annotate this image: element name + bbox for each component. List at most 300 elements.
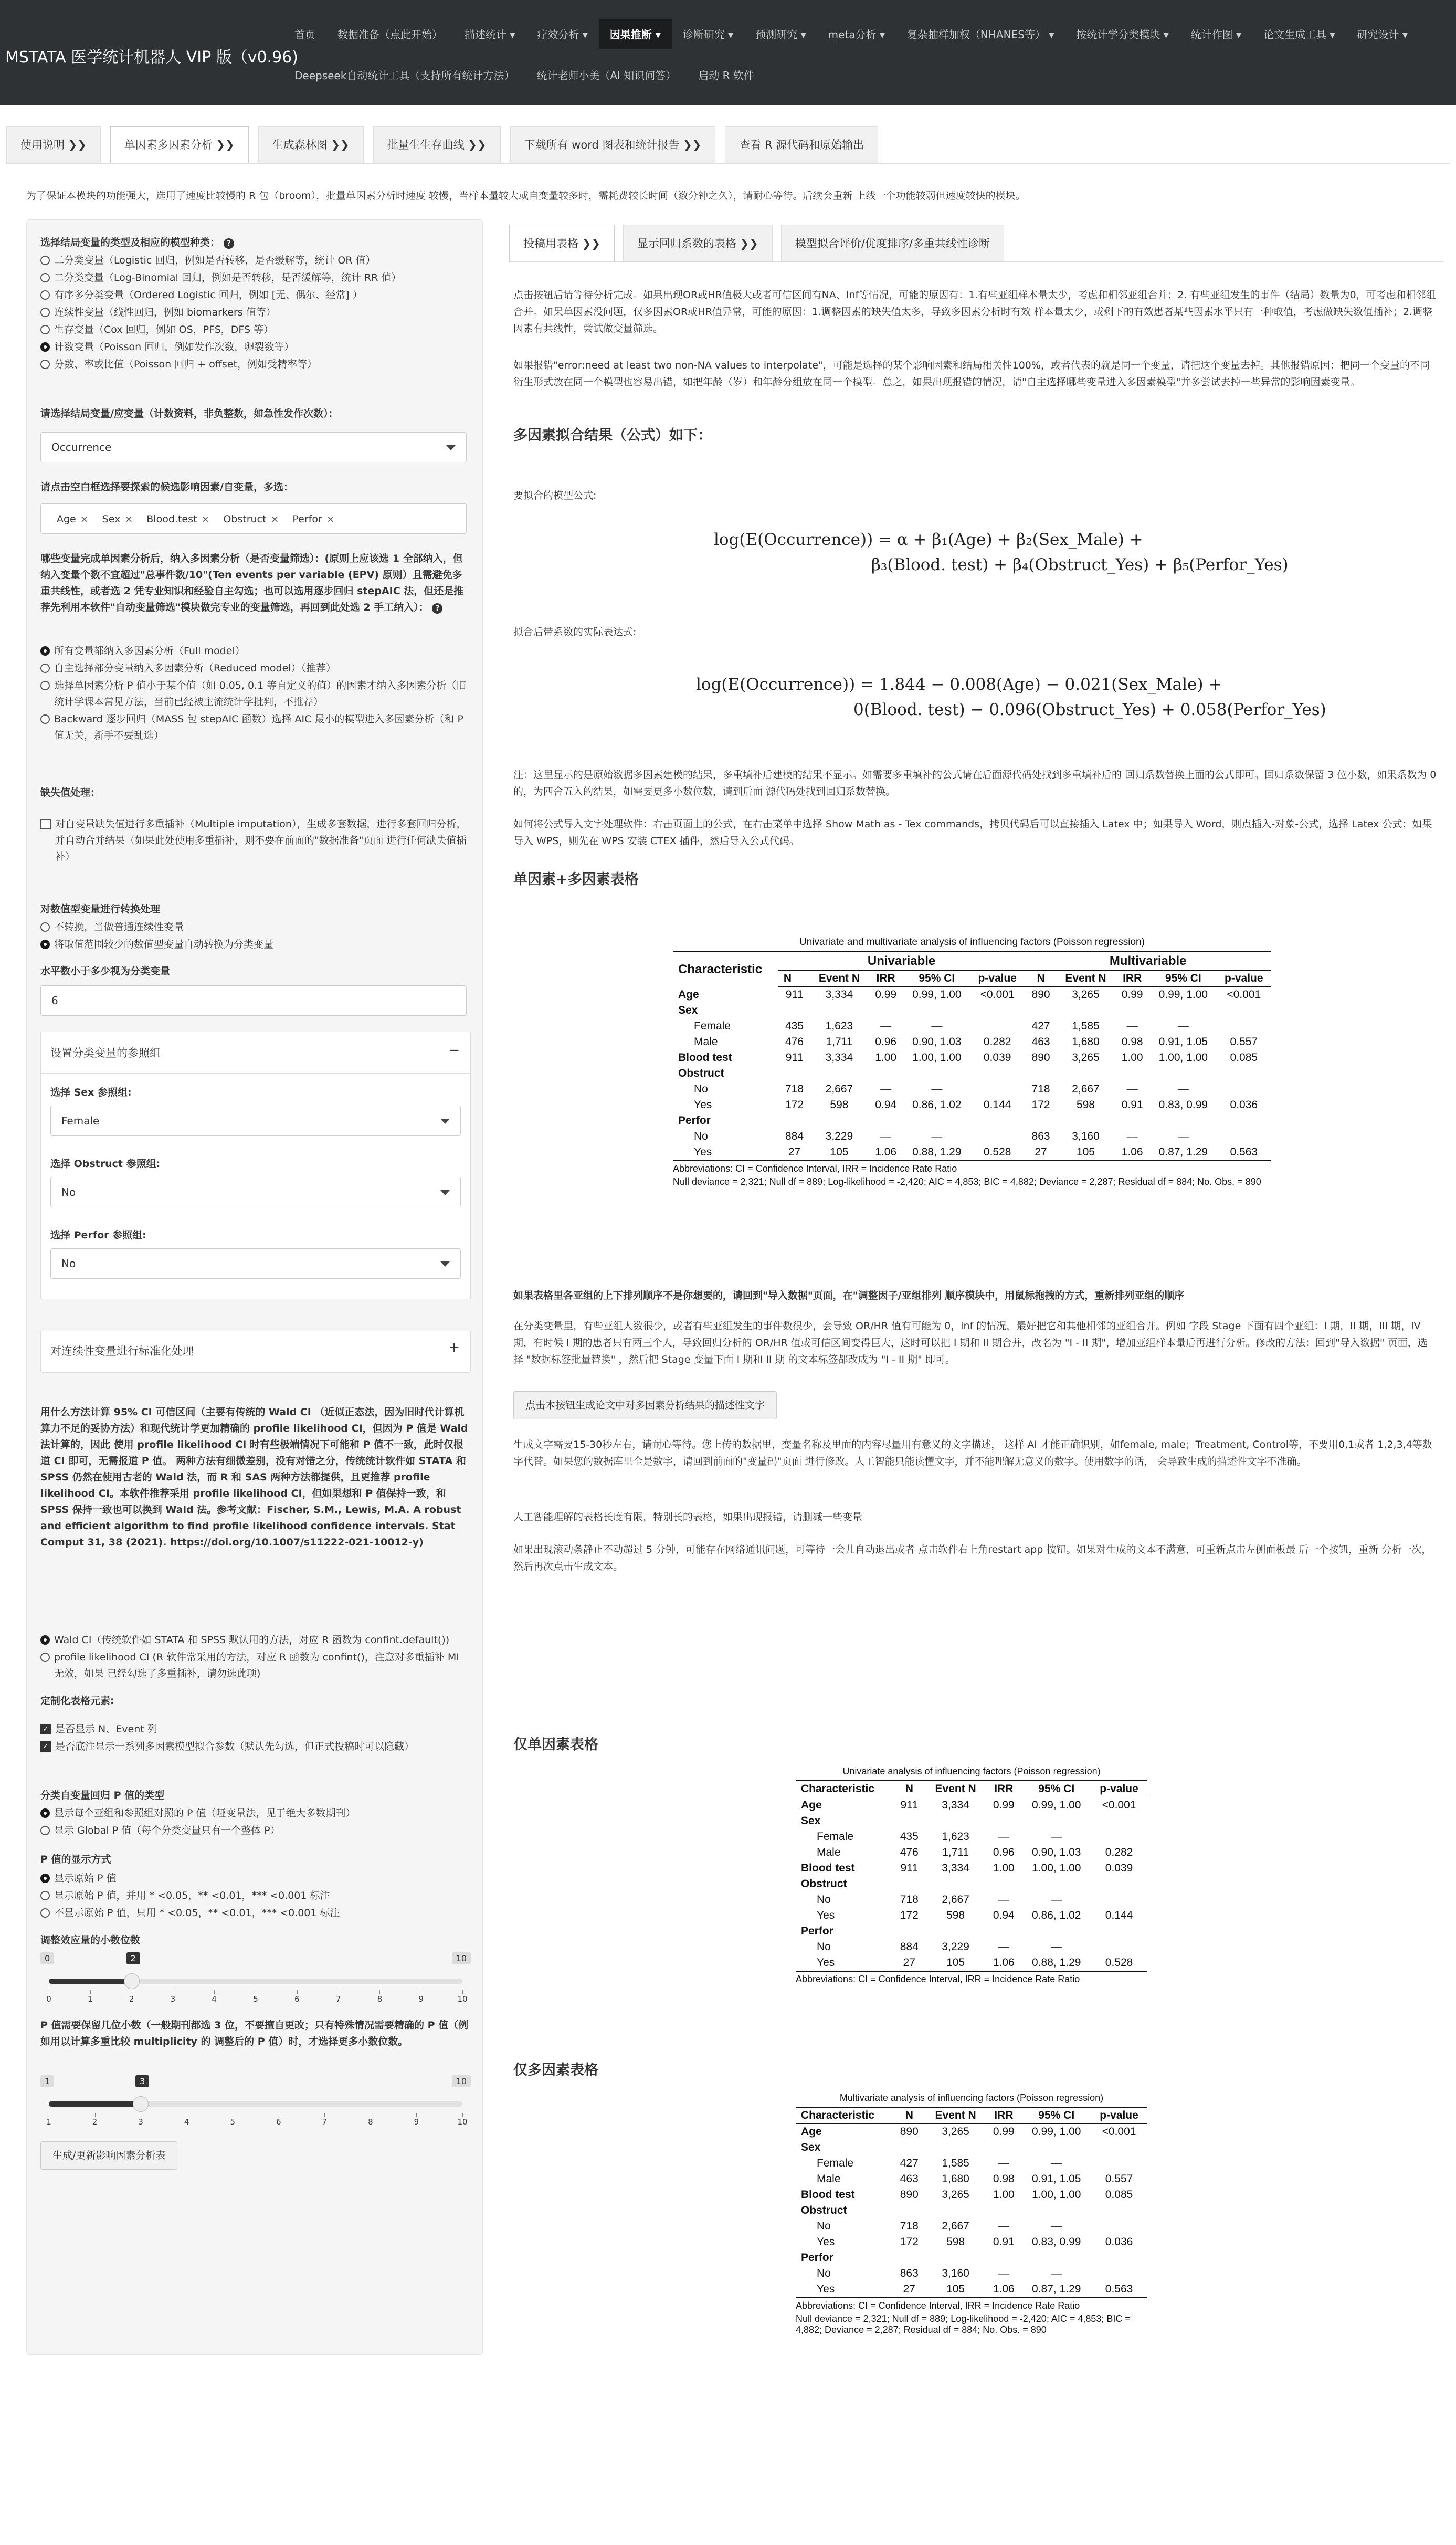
- ref-obstruct-select[interactable]: [50, 1177, 461, 1207]
- table-cell: 1,623: [825, 1020, 853, 1032]
- levels-input[interactable]: [40, 985, 467, 1016]
- table-cell: 3,229: [825, 1130, 853, 1142]
- table-cell: 427: [900, 2157, 919, 2169]
- chevron-down-icon: [440, 1190, 450, 1195]
- generate-description-button[interactable]: 点击本按钮生成论文中对多因素分析结果的描述性文字: [513, 1391, 777, 1419]
- remove-icon[interactable]: ×: [124, 513, 133, 525]
- standardize-panel[interactable]: [40, 1331, 471, 1373]
- table-cell: [778, 1066, 810, 1081]
- formula-heading: 多因素拟合结果（公式）如下：: [513, 427, 712, 444]
- pvalue-type-radios: [40, 1805, 471, 1840]
- tick-mark: [324, 2113, 325, 2117]
- tick-mark: [297, 1990, 298, 1994]
- option-label: 分数、率或比值（Poisson 回归 + offset，例如受精率等）: [54, 359, 317, 370]
- table-cell: 1.00, 1.00: [912, 1051, 962, 1064]
- table-header-row: [796, 2107, 1147, 2124]
- table-cell: [868, 1113, 904, 1129]
- tick-label: 7: [335, 1994, 341, 2004]
- table-cell: [926, 1923, 985, 1939]
- ref-perfor-label: 选择 Perfor 参照组:: [50, 1229, 146, 1241]
- table-cell: Yes: [796, 2281, 893, 2298]
- table-cell: <0.001: [1102, 2126, 1136, 2138]
- table-cell: 27: [1025, 1144, 1057, 1161]
- option-row: [40, 1870, 471, 1887]
- table-cell: [1217, 1129, 1271, 1144]
- col-header: 95% CI: [1150, 971, 1216, 987]
- nav-item[interactable]: 因果推断 ▾: [599, 19, 672, 49]
- generate-table-button[interactable]: 生成/更新影响因素分析表: [40, 2141, 177, 2170]
- table-cell: [970, 1129, 1025, 1144]
- nav-item[interactable]: 预测研究 ▾: [755, 28, 806, 41]
- radio-button[interactable]: [40, 1653, 50, 1662]
- option-row: [40, 711, 471, 744]
- expand-icon[interactable]: +: [448, 1340, 460, 1355]
- nav-item[interactable]: meta分析 ▾: [828, 28, 885, 41]
- model-formula-line1: log(E(Occurrence)) = α + β₁(Age) + β₂(Sex_Male) +: [714, 530, 1143, 549]
- module-tab[interactable]: 生成森林图 ❯❯: [258, 126, 364, 163]
- table-cell: 27: [893, 2281, 926, 2298]
- table-cell: 27: [893, 1955, 926, 1971]
- table-cell: [1022, 2250, 1091, 2266]
- slider-track[interactable]: [49, 1979, 462, 1984]
- module-tab[interactable]: 批量生生存曲线 ❯❯: [373, 126, 501, 163]
- option-row: [40, 304, 471, 321]
- result-tab[interactable]: 模型拟合评价/优度排序/多重共线性诊断: [781, 225, 1004, 261]
- result-tabs: [509, 225, 1443, 262]
- table-cell: 0.99: [993, 1799, 1015, 1811]
- table-row: [796, 1923, 1147, 1939]
- radio-button[interactable]: [40, 1826, 50, 1835]
- slider-ticks: [46, 2113, 468, 2129]
- nav-item[interactable]: 诊断研究 ▾: [682, 28, 734, 41]
- col-header: N: [1025, 971, 1057, 987]
- table-cell: [1091, 2250, 1147, 2266]
- outcome-var-select[interactable]: [40, 432, 467, 462]
- table-cell: 1,623: [942, 1831, 969, 1843]
- tick-label: 8: [368, 2117, 373, 2127]
- table-cell: 0.83, 0.99: [1032, 2236, 1081, 2248]
- top-navbar: [0, 0, 1456, 105]
- tick-label: 2: [129, 1994, 134, 2004]
- col-header: p-value: [1091, 1781, 1147, 1797]
- table-cell: 172: [785, 1099, 804, 1111]
- table-cell: 3,334: [942, 1862, 969, 1874]
- order-heading: 如果表格里各亚组的上下排列顺序不是你想要的，请回到"导入数据"页面，在"调整因子/亚组排列 顺序模块中，用鼠标拖拽的方式，重新排列亚组的顺序: [513, 1290, 1185, 1301]
- table-cell: 0.86, 1.02: [1032, 1909, 1081, 1921]
- table-cell: [1091, 2266, 1147, 2281]
- table-cell: Female: [694, 1020, 731, 1032]
- chevron-down-icon: [440, 1261, 450, 1267]
- tick-mark: [462, 1990, 463, 1994]
- table-row: [796, 2218, 1147, 2234]
- table-cell: [1114, 1113, 1150, 1129]
- levels-label: 水平数小于多少视为分类变量: [40, 965, 171, 977]
- option-label: Backward 逐步回归（MASS 包 stepAIC 函数）选择 AIC 最小的模型进入多因素分析（和 P 值无关，新手不要乱选）: [54, 713, 463, 741]
- table-cell: —: [931, 1083, 943, 1095]
- table-cell: [1114, 1003, 1150, 1018]
- table-row: [673, 1066, 1271, 1081]
- option-label: 不显示原始 P 值，只用 * <0.05，** <0.01，*** <0.001 标注: [54, 1907, 340, 1919]
- radio-button[interactable]: [40, 325, 50, 334]
- table-cell: [1022, 1813, 1091, 1829]
- table-cell: [1091, 1939, 1147, 1955]
- help-icon[interactable]: ?: [224, 238, 234, 249]
- radio-button[interactable]: [40, 308, 50, 317]
- table-cell: 3,334: [825, 1051, 853, 1064]
- table-cell: [1091, 1876, 1147, 1892]
- table-row: [673, 1113, 1271, 1129]
- table-cell: 884: [785, 1130, 804, 1142]
- nav-item[interactable]: 疗效分析 ▾: [537, 28, 588, 41]
- option-row: [40, 643, 471, 659]
- remove-icon[interactable]: ×: [201, 513, 210, 525]
- table-cell: [1150, 1113, 1216, 1129]
- option-label: 选择单因素分析 P 值小于某个值（如 0.05, 0.1 等自定义的值）的因素才纳入多因素分析（旧统计学课本常见方法，当前已经被主流统计学批判，不推荐）: [54, 680, 467, 708]
- nav-item[interactable]: 论文生成工具 ▾: [1263, 28, 1335, 41]
- radio-button[interactable]: [40, 256, 50, 265]
- radio-button[interactable]: [40, 1891, 50, 1900]
- predictor-tag[interactable]: [141, 511, 215, 528]
- predictors-label: 请点击空白框选择要探索的候选影响因素/自变量，多选：: [40, 481, 293, 493]
- table-cell: [985, 2203, 1022, 2218]
- table-cell: 0.085: [1105, 2189, 1133, 2201]
- table-cell: 0.91: [993, 2236, 1015, 2248]
- table-cell: [926, 1813, 985, 1829]
- radio-button[interactable]: [40, 360, 50, 369]
- table-cell: [970, 1113, 1025, 1129]
- table-cell: 2,667: [942, 1894, 969, 1906]
- radio-button[interactable]: [40, 664, 50, 673]
- table-cell: Yes: [817, 1909, 835, 1921]
- model-formula-line2: β₃(Blood. test) + β₄(Obstruct_Yes) + β₅(Perfor_Yes): [871, 555, 1289, 574]
- table-cell: 0.87, 1.29: [1150, 1144, 1216, 1161]
- table-cell: Obstruct: [801, 2204, 847, 2216]
- tick-label: 9: [418, 1994, 424, 2004]
- table-row: [796, 2171, 1147, 2187]
- ref-sex-select[interactable]: [50, 1106, 461, 1136]
- option-row: [40, 678, 471, 710]
- table-footnote-fit: Null deviance = 2,321; Null df = 889; Log-likelihood = -2,420; AIC = 4,853; BIC = 4,882; Deviance = 2,287; Residual df = 884; No. Obs. = 890: [673, 1176, 1261, 1187]
- nav-item[interactable]: 首页: [294, 28, 315, 41]
- checkbox[interactable]: ✓: [40, 1724, 51, 1734]
- uni-table-title: Univariate analysis of influencing factors (Poisson regression): [842, 1766, 1101, 1776]
- ai-length-note: 人工智能理解的表格长度有限，特别长的表格，如果出现报错，请删减一些变量: [513, 1511, 863, 1523]
- checkbox[interactable]: ✓: [40, 1741, 51, 1752]
- table-cell: [1091, 2140, 1147, 2155]
- radio-button[interactable]: [40, 1808, 50, 1818]
- predictor-tag[interactable]: [287, 511, 340, 528]
- table-row: [796, 1860, 1147, 1876]
- module-tab[interactable]: 查看 R 源代码和原始输出: [725, 126, 878, 163]
- ci-method-radios: [40, 1632, 471, 1683]
- option-row: [40, 339, 471, 355]
- option-label: profile likelihood CI (R 软件常采用的方法，对应 R 函数为 confint()，注意对多重插补 MI 无效，如果 已经勾选了多重插补，请勿选此项): [54, 1652, 459, 1679]
- table-cell: [985, 1876, 1022, 1892]
- collapse-icon[interactable]: −: [448, 1043, 460, 1058]
- table-row: [796, 2203, 1147, 2218]
- table-cell: 0.99, 1.00: [1158, 988, 1208, 1001]
- option-label: 连续性变量（线性回归，例如 biomarkers 值等）: [54, 307, 276, 318]
- nav-item[interactable]: 研究设计 ▾: [1357, 28, 1408, 41]
- table-cell: Yes: [796, 1955, 893, 1971]
- table-cell: 3,265: [1072, 988, 1100, 1001]
- table-cell: 0.90, 1.03: [1032, 1846, 1081, 1858]
- table-cell: 105: [1057, 1144, 1115, 1161]
- slider-ticks: [46, 1990, 468, 2006]
- col-header: p-value: [1091, 2107, 1147, 2124]
- table-cell: 0.96: [875, 1036, 897, 1048]
- table-cell: 718: [900, 2220, 919, 2232]
- table-cell: Age: [801, 1799, 822, 1811]
- table-row: [796, 1892, 1147, 1908]
- panel-title: 设置分类变量的参照组: [50, 1047, 161, 1059]
- option-row: [40, 287, 471, 303]
- predictors-multiselect[interactable]: [40, 503, 467, 534]
- radio-button[interactable]: [40, 290, 50, 300]
- slider-value: 3: [135, 2075, 149, 2087]
- radio-button[interactable]: [40, 922, 50, 932]
- table-cell: 435: [785, 1020, 804, 1032]
- predictor-tag[interactable]: [51, 511, 94, 528]
- table-cell: 1.06: [985, 1955, 1022, 1971]
- table-cell: 863: [1031, 1130, 1050, 1142]
- table-row: [673, 1129, 1271, 1144]
- table-cell: [1025, 1113, 1057, 1129]
- radio-button[interactable]: [40, 273, 50, 282]
- tick-label: 7: [322, 2117, 328, 2127]
- col-header: Event N: [926, 1781, 985, 1797]
- nav-item[interactable]: 启动 R 软件: [698, 69, 754, 82]
- table-cell: [893, 2203, 926, 2218]
- module-tab[interactable]: 单因素多因素分析 ❯❯: [110, 126, 249, 163]
- description-note: 生成文字需要15-30秒左右，请耐心等待。您上传的数据里，变量名称及里面的内容尽量用有意义的文字描述， 这样 AI 才能正确识别，如female, male；Treatment, Control等，不要用0,1或者 1,2,3,4等数字代替。如果您的数据库里全是数字，请回到前面的"变量码"页面 进行修改。人工智能只能读懂文字，并不能理解无意义的数字。使用数字的话， 会导致生成的描述性文字不准确。: [513, 1439, 1432, 1467]
- slider-min: 0: [40, 1952, 54, 1964]
- table-cell: 3,265: [942, 2126, 969, 2138]
- table-row: [673, 987, 1271, 1003]
- table-cell: 0.99, 1.00: [1032, 2126, 1081, 2138]
- pvalue-display-label: P 值的显示方式: [40, 1854, 111, 1865]
- result-tab[interactable]: 显示回归系数的表格 ❯❯: [623, 225, 773, 261]
- col-header: p-value: [970, 971, 1025, 987]
- table-cell: 0.557: [1230, 1036, 1258, 1048]
- ref-perfor-select[interactable]: [50, 1248, 461, 1279]
- table-cell: 3,265: [1072, 1051, 1100, 1064]
- tick-label: 0: [46, 1994, 51, 2004]
- tag-label: Age: [57, 513, 76, 525]
- table-cell: —: [1051, 2157, 1062, 2169]
- predictor-tag[interactable]: [218, 511, 284, 528]
- radio-button[interactable]: [40, 1635, 50, 1645]
- table-cell: 884: [900, 1941, 919, 1953]
- predictor-tag[interactable]: [97, 511, 139, 528]
- table-cell: No: [817, 1894, 831, 1906]
- table-cell: [1022, 1923, 1091, 1939]
- chevron-down-icon: [440, 1119, 450, 1124]
- table-row: [796, 2155, 1147, 2171]
- table-cell: Blood test: [801, 1862, 855, 1874]
- remove-icon[interactable]: ×: [270, 513, 279, 525]
- table-cell: 0.99: [875, 988, 897, 1001]
- table-cell: 172: [900, 1909, 919, 1921]
- table-cell: [1150, 1003, 1216, 1018]
- table-cell: [1091, 2203, 1147, 2218]
- table-cell: 863: [900, 2267, 919, 2279]
- table-cell: 1.06: [868, 1144, 904, 1161]
- option-row: [40, 660, 471, 677]
- table-cell: Female: [817, 1831, 854, 1843]
- slider-handle[interactable]: [133, 2096, 149, 2112]
- radio-button[interactable]: [40, 681, 50, 690]
- slider-handle[interactable]: [124, 1973, 140, 1989]
- table-cell: 0.98: [993, 2173, 1015, 2185]
- table-cell: 27: [778, 1144, 810, 1161]
- mi-checkbox[interactable]: [40, 819, 51, 829]
- module-tab[interactable]: 使用说明 ❯❯: [6, 126, 101, 163]
- table-cell: —: [931, 1020, 943, 1032]
- module-tabs: [6, 126, 1450, 164]
- tick-mark: [416, 2113, 417, 2117]
- table-cell: [1025, 1066, 1057, 1081]
- table-cell: Male: [694, 1036, 718, 1048]
- table-cell: [778, 1113, 810, 1129]
- table-cell: [1022, 2140, 1091, 2155]
- slider-track[interactable]: [49, 2101, 462, 2107]
- effect-decimals-slider[interactable]: [40, 1952, 471, 2005]
- nav-item[interactable]: 按统计学分类模块 ▾: [1076, 28, 1169, 41]
- table-row: [796, 1955, 1147, 1971]
- option-label: 二分类变量（Logistic 回归，例如是否转移，是否缓解等，统计 OR 值）: [54, 255, 376, 266]
- radio-button[interactable]: [40, 646, 50, 656]
- remove-icon[interactable]: ×: [326, 513, 335, 525]
- table-cell: [904, 1066, 970, 1081]
- help-icon[interactable]: ?: [432, 603, 442, 614]
- table-cell: 3,160: [1072, 1130, 1100, 1142]
- col-header: N: [778, 971, 810, 987]
- pvalue-display-radios: [40, 1870, 471, 1922]
- option-label: 有序多分类变量（Ordered Logistic 回归，例如 [无、偶尔、经常] ）: [54, 289, 363, 301]
- table-cell: [1091, 1923, 1147, 1939]
- tick-label: 3: [170, 1994, 176, 2004]
- table-cell: 0.91, 1.05: [1158, 1036, 1208, 1048]
- table-cell: No: [694, 1083, 708, 1095]
- table-cell: [904, 1113, 970, 1129]
- radio-button[interactable]: [40, 940, 50, 949]
- nav-item[interactable]: 统计老师小美（AI 知识问答）: [536, 69, 677, 82]
- column-spanner: Multivariable: [1025, 952, 1271, 971]
- table-elements-label: 定制化表格元素:: [40, 1695, 114, 1707]
- table-cell: [1057, 1066, 1115, 1081]
- nav-item[interactable]: Deepseek自动统计工具（支持所有统计方法）: [294, 69, 515, 82]
- table-cell: —: [998, 1894, 1009, 1906]
- nav-item[interactable]: 统计作图 ▾: [1190, 28, 1242, 41]
- radio-button[interactable]: [40, 1874, 50, 1883]
- table-cell: 2,667: [942, 2220, 969, 2232]
- option-label: 显示每个亚组和参照组对照的 P 值（哑变量法，见于绝大多数期刊）: [54, 1807, 356, 1819]
- tick-label: 5: [253, 1994, 258, 2004]
- table-cell: —: [1177, 1083, 1189, 1095]
- module-tab[interactable]: 下载所有 word 图表和统计报告 ❯❯: [510, 126, 716, 163]
- table-cell: 2,667: [1072, 1083, 1100, 1095]
- nav-item[interactable]: 复杂抽样加权（NHANES等） ▾: [906, 28, 1054, 41]
- table-cell: 0.528: [970, 1144, 1025, 1161]
- slider-min: 1: [40, 2075, 54, 2087]
- select-value: No: [61, 1186, 76, 1198]
- table-cell: 890: [1031, 988, 1050, 1001]
- table-cell: 0.98: [1121, 1036, 1143, 1048]
- radio-button[interactable]: [40, 714, 50, 724]
- table-cell: 598: [1076, 1099, 1095, 1111]
- table-cell: —: [1126, 1020, 1138, 1032]
- table-cell: 0.282: [1105, 1846, 1133, 1858]
- table-cell: [926, 1876, 985, 1892]
- table-cell: [1025, 1003, 1057, 1018]
- col-header: 95% CI: [904, 971, 970, 987]
- tick-mark: [90, 1990, 91, 1994]
- nav-item[interactable]: 描述统计 ▾: [465, 28, 515, 41]
- table-cell: [810, 1003, 868, 1018]
- remove-icon[interactable]: ×: [80, 513, 89, 525]
- table-cell: 0.039: [983, 1051, 1011, 1064]
- table-cell: 0.86, 1.02: [912, 1099, 962, 1111]
- radio-button[interactable]: [40, 342, 50, 352]
- option-label: 所有变量都纳入多因素分析（Full model）: [54, 645, 245, 657]
- option-label: 是否底注显示一系列多因素模型拟合参数（默认先勾选，但正式投稿时可以隐藏）: [55, 1741, 415, 1752]
- nav-item[interactable]: 数据准备（点此开始）: [337, 28, 442, 41]
- table-row: [673, 1097, 1271, 1113]
- option-row: [40, 270, 471, 286]
- table-cell: Female: [817, 2157, 854, 2169]
- radio-button[interactable]: [40, 1908, 50, 1918]
- column-spanner: Univariable: [778, 952, 1025, 971]
- col-header: IRR: [985, 1781, 1022, 1797]
- table-cell: Sex: [801, 2141, 821, 2153]
- table-cell: 3,265: [942, 2189, 969, 2201]
- table-cell: No: [817, 2220, 831, 2232]
- table-cell: —: [880, 1130, 892, 1142]
- table-cell: 463: [900, 2173, 919, 2185]
- tag-label: Blood.test: [146, 513, 197, 525]
- table-cell: 718: [900, 1894, 919, 1906]
- table-cell: 0.036: [1230, 1099, 1258, 1111]
- table-cell: 1,585: [1072, 1020, 1100, 1032]
- result-tab[interactable]: 投稿用表格 ❯❯: [509, 225, 615, 261]
- table-cell: 1,680: [1072, 1036, 1100, 1048]
- tick-label: 3: [138, 2117, 143, 2127]
- table-cell: Sex: [678, 1004, 698, 1016]
- table-row: [673, 1081, 1271, 1097]
- col-header: 95% CI: [1022, 2107, 1091, 2124]
- col-header: Event N: [810, 971, 868, 987]
- table-cell: 911: [900, 1862, 919, 1874]
- table-row: [796, 2140, 1147, 2155]
- option-row: [40, 1739, 471, 1755]
- tick-label: 2: [92, 2117, 98, 2127]
- table-cell: 0.88, 1.29: [1022, 1955, 1091, 1971]
- tag-label: Perfor: [292, 513, 322, 525]
- table-cell: [868, 1003, 904, 1018]
- table-cell: 1,680: [942, 2173, 969, 2185]
- table-cell: [810, 1066, 868, 1081]
- combined-table: [673, 951, 1271, 1161]
- table-cell: <0.001: [1102, 1799, 1136, 1811]
- effect-decimals-label: 调整效应量的小数位数: [40, 1934, 141, 1946]
- table-cell: 911: [785, 1051, 804, 1064]
- app-brand[interactable]: MSTATA 医学统计机器人 VIP 版（v0.96): [5, 48, 298, 67]
- p-decimals-slider[interactable]: [40, 2075, 471, 2128]
- option-label: 计数变量（Poisson 回归，例如发作次数，卵裂数等）: [54, 341, 294, 353]
- combined-table-heading: 单因素+多因素表格: [513, 871, 639, 888]
- table-cell: [1091, 2155, 1147, 2171]
